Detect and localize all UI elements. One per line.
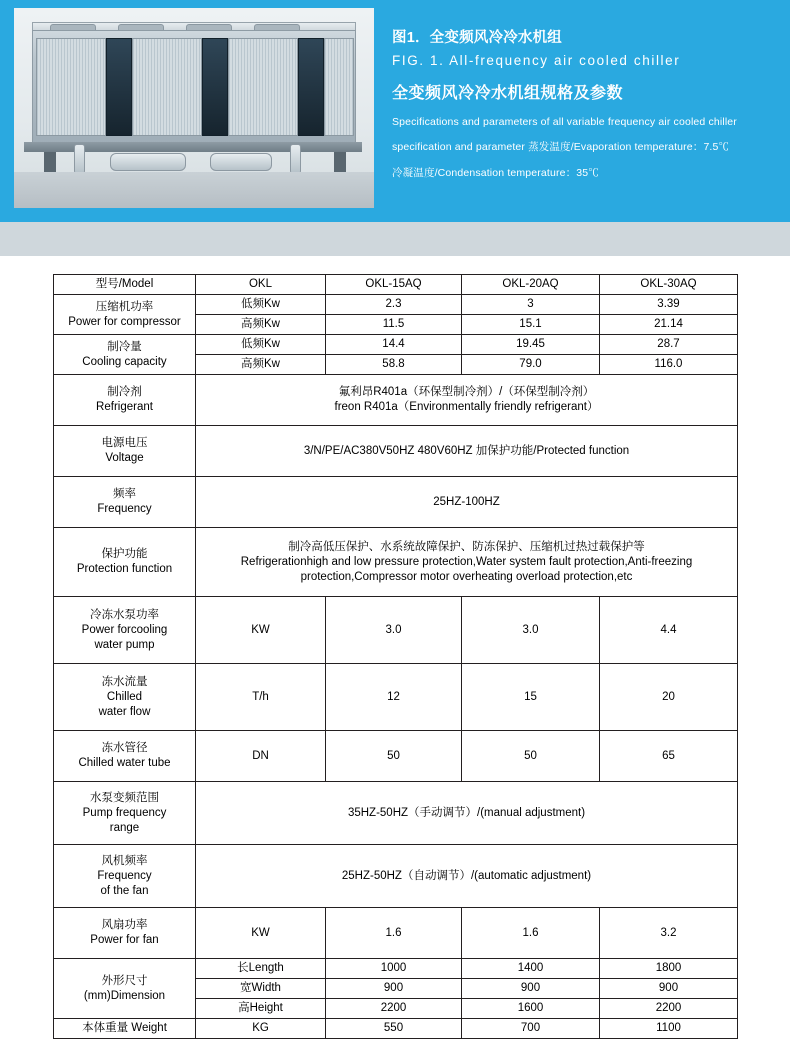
row-label-pump-frequency-range	[54, 782, 196, 845]
value-cell: 12	[326, 664, 462, 731]
table-row	[54, 908, 738, 959]
row-label-pump-power	[54, 597, 196, 664]
col-header-okl-15aq: OKL-15AQ	[326, 275, 462, 295]
row-label-en: Chilled water tube	[78, 757, 171, 769]
unit-cell: KW	[196, 597, 326, 664]
row-label-en: Protection function	[76, 563, 173, 575]
value-cell: 50	[326, 731, 462, 782]
merged-line: 制冷高低压保护、水系统故障保护、防冻保护、压缩机过热过载保护等	[288, 540, 645, 553]
merged-value-cell: 25HZ-100HZ	[196, 477, 738, 528]
row-label-cn: 频率	[113, 488, 136, 500]
row-label-en: Power forcooling	[81, 623, 168, 636]
unit-cell: DN	[196, 731, 326, 782]
value-cell: 900	[600, 979, 738, 999]
row-label-en: range	[109, 821, 140, 834]
unit-cell: 高频Kw	[196, 315, 326, 335]
value-cell: 79.0	[462, 355, 600, 375]
table-row	[54, 335, 738, 355]
row-label-cn: 冷冻水泵功率	[90, 608, 159, 621]
condenser-coil	[228, 38, 298, 136]
row-label-cn: 外形尺寸	[101, 974, 148, 987]
value-cell: 1600	[462, 999, 600, 1019]
vertical-pipe	[290, 144, 301, 174]
chiller-photo	[14, 8, 374, 208]
unit-cell: 高频Kw	[196, 355, 326, 375]
row-label-en: (mm)Dimension	[83, 989, 166, 1002]
page-title: 全变频风冷冷水机组规格及参数	[392, 85, 624, 102]
unit-cell: 低频Kw	[196, 335, 326, 355]
row-label-fan-frequency	[54, 845, 196, 908]
row-label-en: of the fan	[100, 884, 149, 897]
table-row	[54, 375, 738, 426]
table-row	[54, 845, 738, 908]
value-cell: 28.7	[600, 335, 738, 355]
merged-value-cell: 3/N/PE/AC380V50HZ 480V60HZ 加保护功能/Protected function	[196, 426, 738, 477]
condenser-coil	[36, 38, 106, 136]
value-cell: 1000	[326, 959, 462, 979]
row-label-cooling-capacity	[54, 335, 196, 375]
value-cell: 1.6	[462, 908, 600, 959]
unit-cell: KW	[196, 908, 326, 959]
row-label-en: Power for fan	[90, 934, 159, 946]
unit-cell: T/h	[196, 664, 326, 731]
row-label-en: Voltage	[105, 452, 144, 464]
value-cell: 1.6	[326, 908, 462, 959]
row-label-protection-function	[54, 528, 196, 597]
row-label-cn: 制冷剂	[107, 386, 142, 398]
value-cell: 20	[600, 664, 738, 731]
value-cell: 11.5	[326, 315, 462, 335]
row-label-refrigerant	[54, 375, 196, 426]
merged-line: freon R401a（Environmentally friendly refrigerant）	[334, 401, 599, 413]
support-leg	[44, 152, 56, 172]
merged-line: Refrigerationhigh and low pressure protection,Water system fault protection,Anti-freezing	[240, 555, 693, 568]
coil-shadow	[106, 38, 132, 136]
value-cell: 1400	[462, 959, 600, 979]
table-row	[54, 959, 738, 979]
table-row	[54, 528, 738, 597]
row-label-cn: 水泵变频范围	[90, 791, 159, 804]
water-pipe	[110, 153, 186, 171]
value-cell: 65	[600, 731, 738, 782]
table-row	[54, 782, 738, 845]
row-label-weight: 本体重量 Weight	[54, 1019, 196, 1039]
value-cell: 900	[462, 979, 600, 999]
row-label-chilled-water-flow	[54, 664, 196, 731]
photo-foreground	[14, 172, 374, 208]
merged-value-cell: 25HZ-50HZ（自动调节）/(automatic adjustment)	[196, 845, 738, 908]
row-label-cn: 风扇功率	[101, 919, 148, 931]
header-banner	[0, 0, 790, 222]
row-label-en: Power for compressor	[68, 315, 181, 328]
value-cell: 3.39	[600, 295, 738, 315]
unit-cell: 宽Width	[196, 979, 326, 999]
value-cell: 2200	[600, 999, 738, 1019]
value-cell: 50	[462, 731, 600, 782]
row-label-en: water flow	[98, 705, 151, 718]
row-label-en: water pump	[94, 638, 155, 651]
col-header-model: 型号/Model	[54, 275, 196, 295]
value-cell: 58.8	[326, 355, 462, 375]
col-header-okl: OKL	[196, 275, 326, 295]
table-header-row	[54, 275, 738, 295]
table-row	[54, 426, 738, 477]
table-row	[54, 1019, 738, 1039]
value-cell: 3	[462, 295, 600, 315]
row-label-en: Chilled	[106, 690, 143, 703]
coil-shadow	[202, 38, 228, 136]
value-cell: 1800	[600, 959, 738, 979]
value-cell: 3.2	[600, 908, 738, 959]
value-cell: 15	[462, 664, 600, 731]
condenser-coil	[132, 38, 202, 136]
row-label-en: Cooling capacity	[82, 355, 167, 368]
coil-shadow	[298, 38, 324, 136]
specification-table	[53, 274, 738, 1039]
value-cell: 15.1	[462, 315, 600, 335]
subtitle-line-2: specification and parameter 蒸发温度/Evaporation temperature：7.5℃	[392, 141, 730, 153]
row-label-cn: 制冷量	[107, 340, 142, 353]
subtitle-line-3: 冷凝温度/Condensation temperature：35℃	[392, 167, 599, 179]
table-row	[54, 477, 738, 528]
unit-cell: KG	[196, 1019, 326, 1039]
value-cell: 14.4	[326, 335, 462, 355]
col-header-okl-20aq: OKL-20AQ	[462, 275, 600, 295]
merged-value-cell: 35HZ-50HZ（手动调节）/(manual adjustment)	[196, 782, 738, 845]
specification-table-wrapper	[53, 274, 737, 1039]
vertical-pipe	[74, 144, 85, 174]
value-cell: 116.0	[600, 355, 738, 375]
value-cell: 2200	[326, 999, 462, 1019]
row-label-cn: 压缩机功率	[95, 300, 154, 313]
value-cell: 19.45	[462, 335, 600, 355]
figure-caption-en: FIG. 1. All-frequency air cooled chiller	[392, 53, 681, 68]
row-label-en: Refrigerant	[96, 401, 153, 413]
value-cell: 1100	[600, 1019, 738, 1039]
row-label-cn: 冻水管径	[101, 742, 148, 754]
header-text-block	[392, 28, 774, 182]
table-row	[54, 597, 738, 664]
row-label-voltage	[54, 426, 196, 477]
row-label-en: Pump frequency	[82, 806, 167, 819]
merged-value-cell	[196, 528, 738, 597]
row-label-cn: 冻水流量	[101, 675, 148, 688]
row-label-cn: 保护功能	[101, 548, 148, 560]
row-label-cn: 电源电压	[101, 437, 148, 449]
value-cell: 3.0	[462, 597, 600, 664]
row-label-cn: 风机频率	[101, 854, 148, 867]
water-pipe	[210, 153, 272, 171]
value-cell: 4.4	[600, 597, 738, 664]
condenser-coil	[324, 38, 354, 136]
table-row	[54, 295, 738, 315]
value-cell: 550	[326, 1019, 462, 1039]
value-cell: 21.14	[600, 315, 738, 335]
value-cell: 2.3	[326, 295, 462, 315]
row-label-chilled-water-tube	[54, 731, 196, 782]
unit-cell: 长Length	[196, 959, 326, 979]
support-leg	[334, 152, 346, 172]
row-label-en: Frequency	[97, 503, 152, 515]
unit-cell: 高Height	[196, 999, 326, 1019]
value-cell: 3.0	[326, 597, 462, 664]
row-label-dimension	[54, 959, 196, 1019]
row-label-en: Frequency	[97, 869, 152, 882]
figure-caption-cn: 图1．全变频风冷冷水机组	[392, 30, 562, 46]
row-label-power-for-fan	[54, 908, 196, 959]
table-row	[54, 731, 738, 782]
merged-value-cell	[196, 375, 738, 426]
row-label-frequency	[54, 477, 196, 528]
merged-line: 氟利昂R401a（环保型制冷剂）/（环保型制冷剂）	[338, 386, 595, 398]
unit-cell: 低频Kw	[196, 295, 326, 315]
value-cell: 700	[462, 1019, 600, 1039]
col-header-okl-30aq: OKL-30AQ	[600, 275, 738, 295]
header-bottom-strip	[0, 222, 790, 256]
table-row	[54, 664, 738, 731]
value-cell: 900	[326, 979, 462, 999]
merged-line: protection,Compressor motor overheating overload protection,etc	[300, 570, 633, 583]
subtitle-line-1: Specifications and parameters of all variable frequency air cooled chiller	[392, 116, 737, 128]
row-label-power-compressor	[54, 295, 196, 335]
